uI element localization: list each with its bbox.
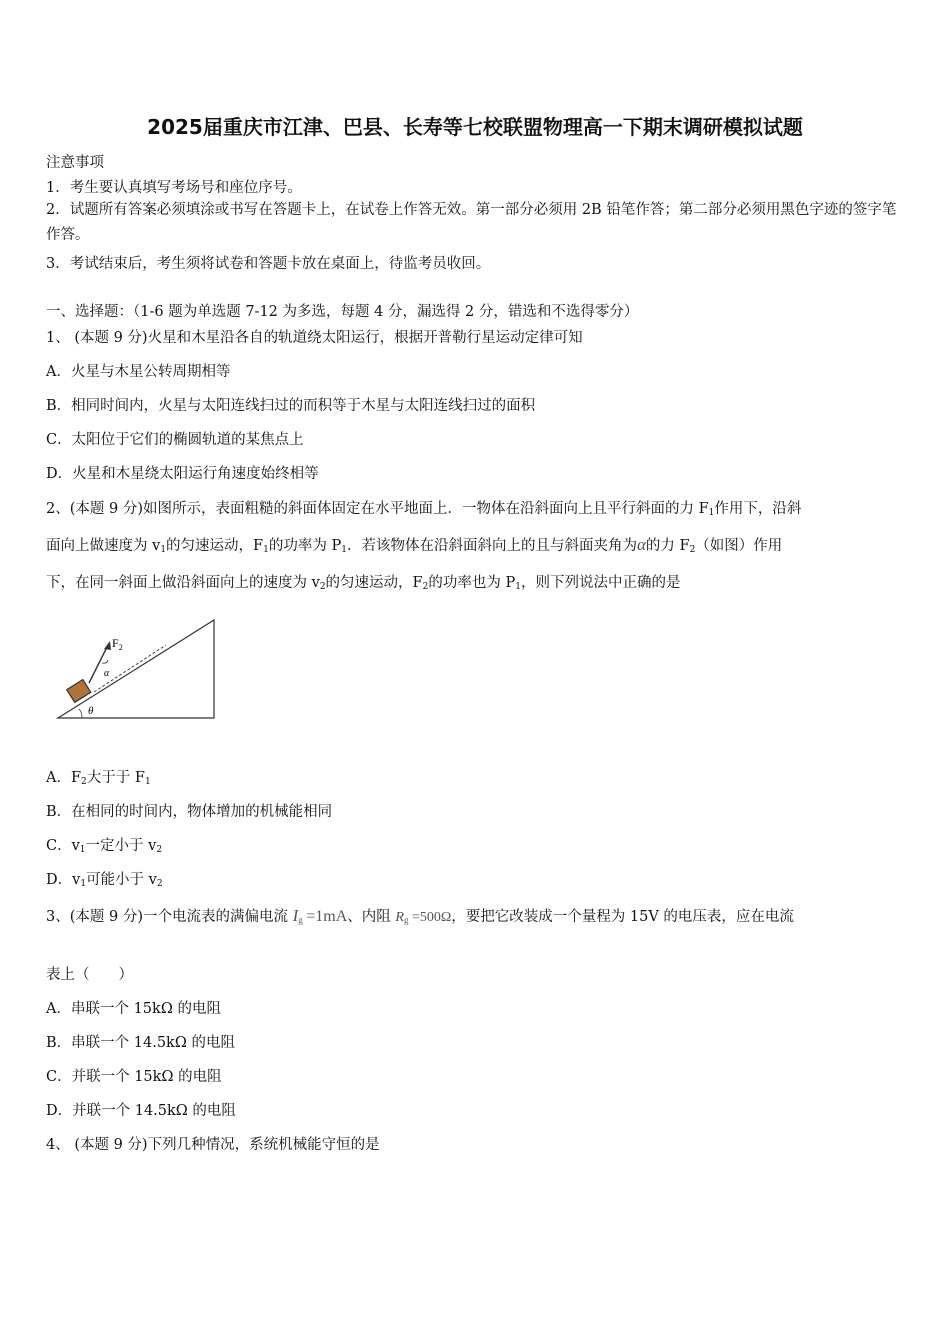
q2-sub: 1 bbox=[144, 777, 151, 787]
q2-sub: 1 bbox=[160, 545, 167, 555]
q2-sub: 2 bbox=[319, 582, 326, 592]
q2-text: 的匀速运动，F bbox=[166, 538, 264, 554]
q2-text: 2、(本题 9 分)如图所示，表面粗糙的斜面体固定在水平地面上．一物体在沿斜面向上且平行斜面的力 F bbox=[46, 501, 709, 517]
ig-formula: $I_g =1mA$ bbox=[292, 906, 348, 925]
q2-sub: 2 bbox=[81, 777, 87, 787]
q3-text: 3、(本题 9 分)一个电流表的满偏电流 bbox=[46, 909, 288, 925]
q2-text: A．F bbox=[46, 770, 82, 786]
force-label: $F_2$ bbox=[112, 636, 123, 652]
q3-option-b: B．串联一个 14.5kΩ 的电阻 bbox=[46, 1035, 235, 1051]
q2-sub: 1 bbox=[263, 545, 269, 555]
incline-diagram bbox=[52, 612, 222, 724]
q2-option-b: B．在相同的时间内，物体增加的机械能相同 bbox=[46, 804, 333, 820]
q3-option-c: C．并联一个 15kΩ 的电阻 bbox=[46, 1069, 222, 1085]
alpha-label: α bbox=[104, 668, 110, 679]
q1-stem: 1、 (本题 9 分)火星和木星沿各自的轨道绕太阳运行，根据开普勒行星运动定律可知 bbox=[46, 330, 583, 346]
q2-text: 的力 F bbox=[645, 538, 690, 554]
q2-option-c bbox=[46, 834, 162, 855]
rg-formula: $R_g =500\Omega$ bbox=[395, 910, 452, 925]
q2-text: 的功率也为 P bbox=[428, 575, 516, 591]
q2-sub: 2 bbox=[156, 879, 163, 889]
q2-stem-line-3 bbox=[46, 571, 680, 592]
q2-text: D．v bbox=[46, 872, 81, 888]
q2-sub: 1 bbox=[341, 545, 347, 555]
q1-option-a: A．火星与木星公转周期相等 bbox=[46, 364, 231, 380]
q1-option-c: C．太阳位于它们的椭圆轨道的某焦点上 bbox=[46, 432, 304, 448]
q2-sub: 2 bbox=[422, 582, 429, 592]
incline-triangle bbox=[58, 620, 214, 718]
alpha-symbol: α bbox=[636, 535, 646, 554]
q2-text: 的功率为 P bbox=[268, 538, 342, 554]
q2-stem-line-1 bbox=[46, 497, 801, 518]
q3-text: 、内阻 bbox=[347, 909, 391, 925]
notice-item-3: 3．考试结束后，考生须将试卷和答题卡放在桌面上，待监考员收回。 bbox=[46, 256, 491, 272]
q3-stem-line-1 bbox=[46, 905, 794, 926]
q2-sub: 1 bbox=[79, 845, 86, 855]
q2-sub: 2 bbox=[156, 845, 163, 855]
notice-item-2: 2．试题所有答案必须填涂或书写在答题卡上，在试卷上作答无效。第一部分必须用 2B 铅笔作答；第二部分必须用黑色字迹的签字笔作答。 bbox=[46, 202, 897, 243]
q2-text: 可能小于 v bbox=[86, 872, 157, 888]
q3-stem-line-2: 表上（ ） bbox=[46, 967, 133, 983]
q2-text: （如图）作用 bbox=[695, 538, 783, 554]
q2-text: ，则下列说法中正确的是 bbox=[520, 575, 681, 591]
alpha-arc bbox=[102, 660, 108, 663]
q2-text: C．v bbox=[46, 838, 80, 854]
q1-option-b: B．相同时间内，火星与太阳连线扫过的而积等于木星与太阳连线扫过的面积 bbox=[46, 398, 536, 414]
q2-text: 面向上做速度为 v bbox=[46, 538, 161, 554]
exam-title: 2025届重庆市江津、巴县、长寿等七校联盟物理高一下期末调研模拟试题 bbox=[147, 115, 803, 139]
notice-item-1: 1．考生要认真填写考场号和座位序号。 bbox=[46, 180, 302, 196]
q2-sub: 1 bbox=[80, 879, 87, 889]
q2-text: 作用下，沿斜 bbox=[714, 501, 802, 517]
theta-arc bbox=[79, 709, 82, 718]
q2-text: 一定小于 v bbox=[85, 838, 157, 854]
q2-stem-line-2 bbox=[46, 534, 782, 555]
force-arrowhead bbox=[104, 641, 111, 650]
q2-sub: 1 bbox=[708, 508, 715, 518]
q2-sub: 1 bbox=[515, 582, 521, 592]
section-1-heading: 一、选择题：（1-6 题为单选题 7-12 为多选，每题 4 分，漏选得 2 分，错选和不选得零分） bbox=[46, 304, 639, 320]
q2-text: 的匀速运动，F bbox=[325, 575, 423, 591]
notice-heading: 注意事项 bbox=[46, 155, 104, 171]
theta-label: θ bbox=[88, 705, 94, 717]
q2-option-a bbox=[46, 766, 151, 787]
q2-option-d bbox=[46, 868, 163, 889]
q3-option-a: A．串联一个 15kΩ 的电阻 bbox=[46, 1001, 221, 1017]
q2-text: 下，在同一斜面上做沿斜面向上的速度为 v bbox=[46, 575, 320, 591]
q2-text: ．若该物体在沿斜面斜向上的且与斜面夹角为 bbox=[346, 538, 637, 554]
q4-stem: 4、 (本题 9 分)下列几种情况，系统机械能守恒的是 bbox=[46, 1137, 380, 1153]
q1-option-d: D．火星和木星绕太阳运行角速度始终相等 bbox=[46, 466, 319, 482]
q3-option-d: D．并联一个 14.5kΩ 的电阻 bbox=[46, 1103, 236, 1119]
q2-sub: 2 bbox=[689, 545, 696, 555]
q2-text: 大于于 F bbox=[86, 770, 145, 786]
q3-text: ，要把它改装成一个量程为 15V 的电压表，应在电流 bbox=[451, 909, 794, 925]
